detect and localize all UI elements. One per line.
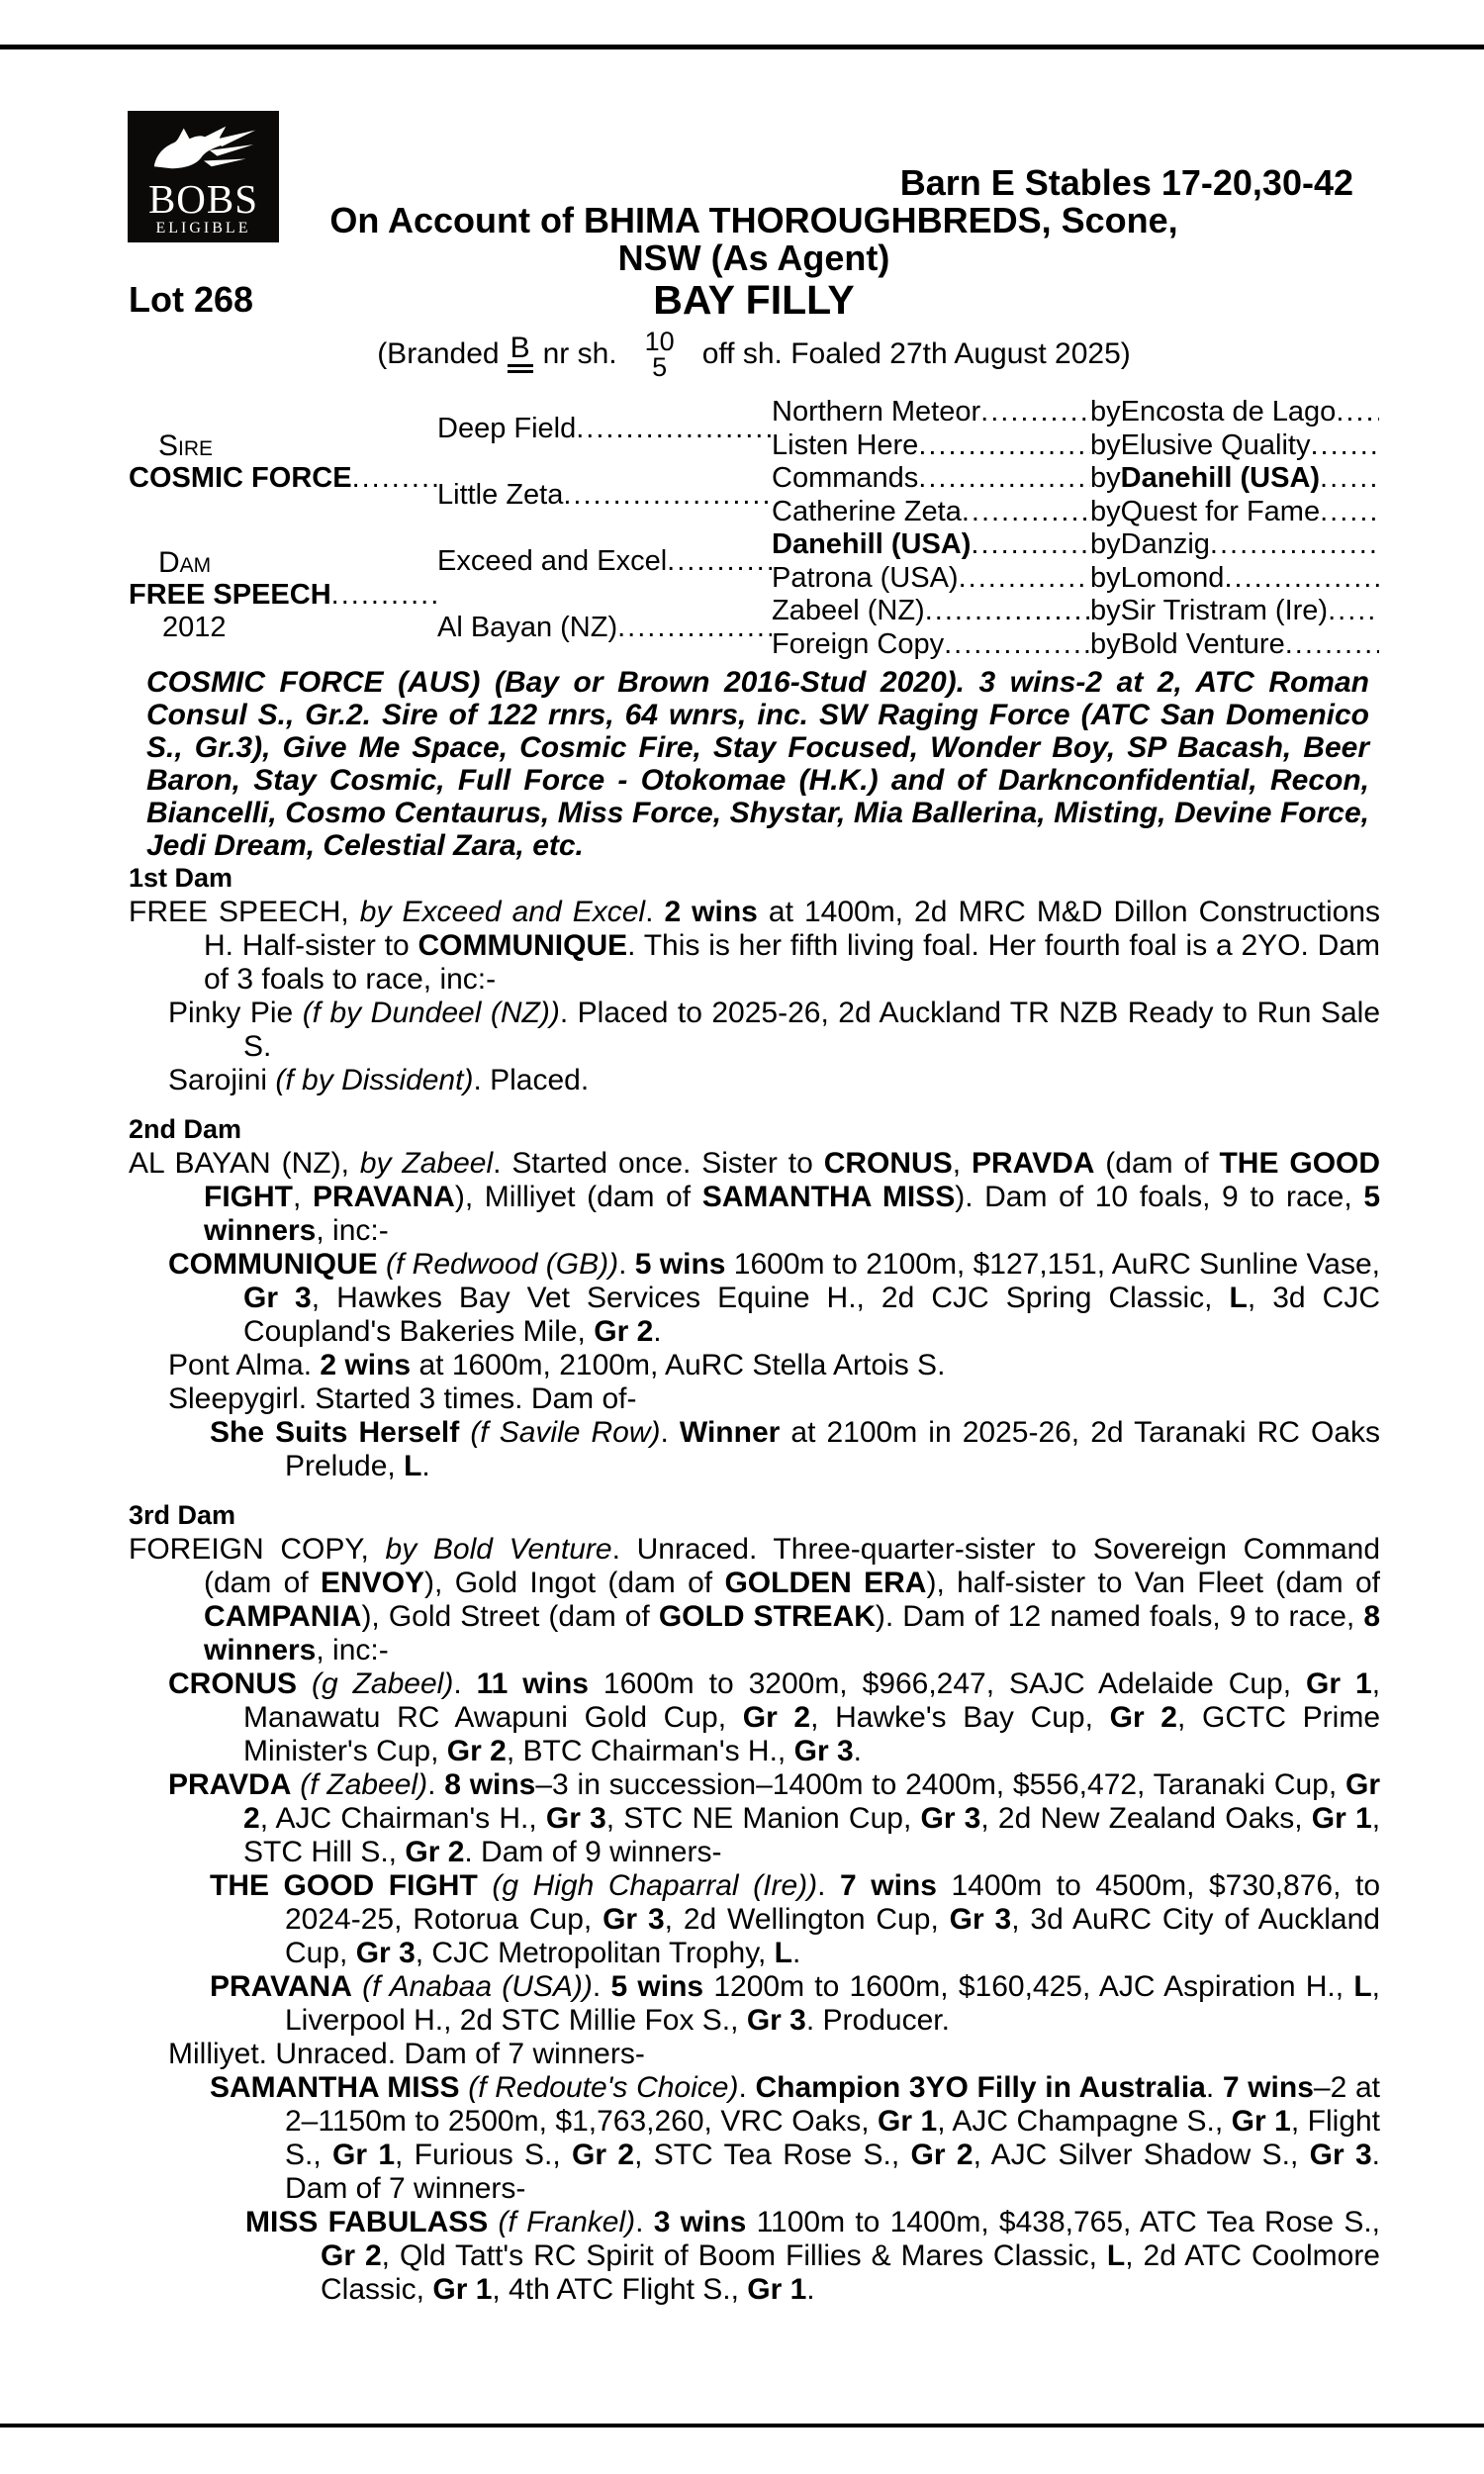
text-run: CAMPANIA xyxy=(204,1600,362,1633)
dot-leader xyxy=(352,462,437,495)
dam-paragraph xyxy=(168,1667,1380,1768)
text-run: . xyxy=(806,2273,815,2306)
dam-group xyxy=(129,528,437,661)
grandparent-name xyxy=(437,462,772,528)
dam-name xyxy=(129,579,437,612)
horse-name: Elusive Quality xyxy=(1120,428,1311,461)
great-grandparent-name xyxy=(772,562,1090,596)
text-run: 5 wins xyxy=(634,1248,726,1281)
text-run: COMMUNIQUE xyxy=(417,929,628,962)
great-grandparent-name xyxy=(772,528,1090,562)
text-run: Gr 2 xyxy=(405,1836,465,1868)
text-run xyxy=(488,2206,498,2238)
text-run: CRONUS xyxy=(168,1667,298,1700)
text-run: 8 wins xyxy=(444,1768,536,1801)
text-run: . xyxy=(660,1416,680,1449)
dam-paragraph xyxy=(210,1970,1380,2038)
brand-number-top: 10 xyxy=(644,327,675,356)
dam-label: Dam xyxy=(158,545,212,579)
text-run: 1200m to 1600m, $160,425, AJC Aspiration H., xyxy=(703,1970,1354,2003)
text-run: Gr 3 xyxy=(243,1282,312,1314)
by-prefix: by xyxy=(1090,595,1121,627)
text-run: Gr 1 xyxy=(1231,2105,1291,2138)
brand-pre-text: (Branded xyxy=(377,337,500,370)
text-run: , Hawkes Bay Vet Services Equine H., 2d CJC Spring Classic, xyxy=(311,1282,1230,1314)
horse-name: Sir Tristram (Ire) xyxy=(1120,595,1329,627)
text-run: , xyxy=(952,1147,972,1180)
dot-leader xyxy=(1285,628,1379,661)
text-run: , Liverpool H., 2d STC Millie Fox S., xyxy=(285,1970,1380,2037)
dam-paragraph xyxy=(129,1533,1380,1667)
text-run: , Furious S., xyxy=(395,2139,573,2171)
top-rule xyxy=(0,45,1484,49)
text-run: Gr 2 xyxy=(910,2139,974,2171)
horse-name: Catherine Zeta xyxy=(772,495,962,527)
text-run: Gr 3 xyxy=(920,1802,981,1835)
text-run: 11 wins xyxy=(476,1667,589,1700)
text-run: AL BAYAN (NZ), xyxy=(129,1147,360,1180)
by-prefix: by xyxy=(1090,561,1121,594)
text-run: Gr 2 xyxy=(446,1735,507,1767)
text-run: . Placed. xyxy=(473,1064,590,1096)
text-run: 1600m to 2100m, $127,151, AuRC Sunline Vase, xyxy=(725,1248,1381,1281)
text-run: (f by Dundeel (NZ)) xyxy=(302,997,560,1029)
by-prefix: by xyxy=(1090,396,1121,428)
dam-paragraph xyxy=(210,2071,1380,2206)
text-run: , STC Tea Rose S., xyxy=(634,2139,911,2171)
dot-leader xyxy=(962,496,1090,528)
text-run xyxy=(378,1248,386,1281)
text-run: 1400m to 4500m, $730,876, to 2024-25, Rotorua Cup, xyxy=(285,1869,1381,1936)
text-run: Gr 2 xyxy=(1109,1701,1177,1734)
bottom-rule xyxy=(0,2424,1484,2427)
text-run: Gr 3 xyxy=(545,1802,606,1835)
dam-section-heading: 3rd Dam xyxy=(129,1500,236,1530)
lot-row xyxy=(129,277,1379,323)
text-run: Gr 3 xyxy=(603,1903,665,1936)
text-run: at 2100m in 2025-26, 2d Taranaki RC Oaks Prelude, xyxy=(285,1416,1381,1482)
text-run: L xyxy=(774,1937,792,1969)
horse-name: FREE SPEECH xyxy=(129,578,331,611)
great-grandparent-sire xyxy=(1090,429,1379,463)
great-grandparent-sire xyxy=(1090,528,1379,562)
horse-name: Patrona (USA) xyxy=(772,561,959,594)
grandparent-name xyxy=(437,595,772,661)
horse-name: Foreign Copy xyxy=(772,627,945,660)
text-run: by Zabeel xyxy=(359,1147,494,1180)
by-prefix: by xyxy=(1090,462,1121,495)
text-run: , inc:- xyxy=(316,1214,389,1247)
text-run: Gr 1 xyxy=(1311,1802,1372,1835)
dam-paragraph xyxy=(129,1147,1380,1248)
text-run: PRAVDA xyxy=(168,1768,292,1801)
text-run: THE GOOD FIGHT xyxy=(204,1147,1381,1213)
horse-name: Bold Venture xyxy=(1120,627,1285,660)
text-run: at 1600m, 2100m, AuRC Stella Artois S. xyxy=(411,1349,946,1381)
text-run: 7 wins xyxy=(840,1869,937,1902)
text-run: Gr 3 xyxy=(355,1937,416,1969)
text-run: . xyxy=(427,1768,445,1801)
text-run: ENVOY xyxy=(321,1567,425,1599)
text-run: L xyxy=(1106,2239,1126,2272)
text-run: ). Dam of 10 foals, 9 to race, xyxy=(955,1181,1364,1213)
text-run: L xyxy=(1229,1282,1248,1314)
logo-word: BOBS xyxy=(147,176,259,222)
text-run: , CJC Metropolitan Trophy, xyxy=(415,1937,775,1969)
horse-name: Danzig xyxy=(1120,528,1210,561)
sire-summary-paragraph xyxy=(146,666,1369,862)
horse-name: COSMIC FORCE xyxy=(129,462,352,494)
dam-paragraph xyxy=(168,1064,1380,1097)
text-run: . xyxy=(738,2071,756,2104)
text-run: , AJC Silver Shadow S., xyxy=(973,2139,1310,2171)
text-run: ), Gold Ingot (dam of xyxy=(424,1567,725,1599)
grandparent-name xyxy=(437,528,772,595)
text-run: . Dam of 9 winners- xyxy=(464,1836,722,1868)
text-run: 7 wins xyxy=(1222,2071,1314,2104)
consignor-line-1: On Account of BHIMA THOROUGHBREDS, Scone, xyxy=(329,200,1178,240)
text-run: 3 wins xyxy=(653,2206,747,2238)
dot-leader xyxy=(944,628,1090,661)
text-run: Sarojini xyxy=(168,1064,276,1096)
text-run: , 4th ATC Flight S., xyxy=(492,2273,748,2306)
text-run: . xyxy=(618,1248,635,1281)
text-run: 1100m to 1400m, $438,765, ATC Tea Rose S., xyxy=(746,2206,1381,2238)
text-run: (f Zabeel) xyxy=(300,1768,428,1801)
text-run: Sleepygirl. Started 3 times. Dam of- xyxy=(168,1382,637,1415)
text-run: , 2d ATC Coolmore Classic, xyxy=(321,2239,1380,2306)
text-run xyxy=(352,1970,362,2003)
text-run: Gr 2 xyxy=(742,1701,811,1734)
text-run: . Unraced. Three-quarter-sister to Sovereign Command (dam of xyxy=(204,1533,1381,1599)
text-run: . xyxy=(1205,2071,1223,2104)
horse-name: Danehill (USA) xyxy=(772,528,972,561)
dam-sections xyxy=(129,863,1380,2307)
text-run: Gr 1 xyxy=(332,2139,396,2171)
dam-paragraph xyxy=(168,1768,1380,1869)
dot-leader xyxy=(1328,595,1379,627)
text-run: , Hawke's Bay Cup, xyxy=(810,1701,1110,1734)
great-grandparent-name xyxy=(772,429,1090,463)
text-run: Gr 3 xyxy=(1309,2139,1372,2171)
text-run: ). Dam of 12 named foals, 9 to race, xyxy=(875,1600,1364,1633)
text-run: 2 wins xyxy=(664,896,758,928)
dam-paragraph xyxy=(168,997,1380,1064)
logo-tagline: ELIGIBLE xyxy=(155,220,251,237)
horse-name: Al Bayan (NZ) xyxy=(437,612,618,643)
text-run: L xyxy=(404,1450,422,1482)
text-run: Gr 2 xyxy=(243,1768,1380,1835)
text-run xyxy=(478,1869,493,1902)
text-run: –2 at 2–1150m to 2500m, $1,763,260, VRC Oaks, xyxy=(285,2071,1380,2138)
dam-paragraph xyxy=(168,1248,1380,1349)
text-run: SAMANTHA MISS xyxy=(210,2071,460,2104)
brand-line xyxy=(129,329,1379,380)
dot-leader xyxy=(980,396,1090,428)
sire-group xyxy=(129,396,437,528)
text-run: ), Milliyet (dam of xyxy=(454,1181,702,1213)
text-run: PRAVDA xyxy=(971,1147,1095,1180)
text-run: SAMANTHA MISS xyxy=(701,1181,956,1213)
text-run: Gr 1 xyxy=(1306,1667,1372,1700)
dam-section-heading: 1st Dam xyxy=(129,863,233,893)
text-run: . Dam of 7 winners- xyxy=(285,2139,1380,2205)
text-run: GOLDEN ERA xyxy=(724,1567,927,1599)
dot-leader xyxy=(1210,528,1379,561)
text-run: . xyxy=(635,2206,654,2238)
text-run: . Placed to 2025-26, 2d Auckland TR NZB Ready to Run Sale S. xyxy=(243,997,1381,1063)
by-prefix: by xyxy=(1090,627,1121,660)
text-run: (f Redoute's Choice) xyxy=(468,2071,739,2104)
horse-name: Zabeel (NZ) xyxy=(772,595,925,627)
brand-underline-1 xyxy=(508,364,533,367)
text-run: (g Zabeel) xyxy=(311,1667,454,1700)
brand-symbol xyxy=(508,332,533,373)
grandparent-name xyxy=(437,396,772,462)
sire-label: Sire xyxy=(158,429,214,462)
text-run: Gr 1 xyxy=(747,2273,807,2306)
great-grandparent-sire xyxy=(1090,462,1379,496)
dam-paragraph xyxy=(168,2038,1380,2071)
dot-leader xyxy=(918,462,1090,495)
text-run: L xyxy=(1353,1970,1372,2003)
text-run: , AJC Chairman's H., xyxy=(259,1802,546,1835)
text-run: FOREIGN COPY, xyxy=(129,1533,386,1566)
text-run: . This is her fifth living foal. Her fourth foal is a 2YO. Dam of 3 foals to race, inc:- xyxy=(204,929,1381,996)
dam-paragraph xyxy=(245,2206,1380,2307)
header xyxy=(129,164,1379,380)
horse-name: Lomond xyxy=(1120,561,1225,594)
dot-leader xyxy=(1310,429,1379,462)
text-run xyxy=(297,1667,312,1700)
dam-foaling-year: 2012 xyxy=(162,611,227,643)
text-run: Winner xyxy=(679,1416,781,1449)
text-run: , BTC Chairman's H., xyxy=(506,1735,794,1767)
text-run: Gr 1 xyxy=(432,2273,493,2306)
sire-name xyxy=(129,462,437,495)
text-run: (dam of xyxy=(1094,1147,1220,1180)
by-prefix: by xyxy=(1090,495,1121,527)
text-run: 2 wins xyxy=(320,1349,412,1381)
consignor-line-2: NSW (As Agent) xyxy=(617,238,890,278)
great-grandparent-sire xyxy=(1090,396,1379,429)
dot-leader xyxy=(1336,396,1379,428)
text-run: at 1400m, 2d MRC M&D Dillon Constructions H. Half-sister to xyxy=(204,896,1380,962)
horse-name: Listen Here xyxy=(772,428,919,461)
text-run: –3 in succession–1400m to 2400m, $556,472, Taranaki Cup, xyxy=(535,1768,1345,1801)
text-run: by Bold Venture xyxy=(385,1533,612,1566)
text-run xyxy=(460,2071,469,2104)
text-run: GOLD STREAK xyxy=(658,1600,876,1633)
great-grandparent-name xyxy=(772,628,1090,662)
text-run: by Exceed and Excel xyxy=(359,896,646,928)
text-run: Pont Alma. xyxy=(168,1349,321,1381)
pedigree-table xyxy=(129,396,1379,661)
great-grandparent-name xyxy=(772,595,1090,628)
brand-near-shoulder-text: nr sh. xyxy=(542,337,617,370)
dot-leader xyxy=(617,612,772,644)
dam-paragraph xyxy=(210,1416,1380,1483)
great-grandparent-name xyxy=(772,396,1090,429)
text-run: MISS FABULASS xyxy=(245,2206,489,2238)
text-run: , Manawatu RC Awapuni Gold Cup, xyxy=(243,1667,1381,1734)
dot-leader xyxy=(667,545,772,578)
dot-leader xyxy=(918,429,1090,462)
dot-leader xyxy=(1320,496,1379,528)
text-run: Milliyet. Unraced. Dam of 7 winners- xyxy=(168,2038,645,2070)
text-run: Gr 2 xyxy=(594,1315,654,1348)
horse-description: BAY FILLY xyxy=(653,277,855,323)
text-run: PRAVANA xyxy=(210,1970,352,2003)
text-run: THE GOOD FIGHT xyxy=(210,1869,478,1902)
text-run: 5 wins xyxy=(610,1970,704,2003)
text-run: , 3d AuRC City of Auckland Cup, xyxy=(285,1903,1380,1969)
text-run: 5 winners xyxy=(204,1181,1380,1247)
text-run: Gr 3 xyxy=(793,1735,854,1767)
text-run: , STC Hill S., xyxy=(243,1802,1381,1868)
dot-leader xyxy=(1320,462,1379,495)
text-run: . xyxy=(592,1970,611,2003)
text-run: ), Gold Street (dam of xyxy=(361,1600,659,1633)
brand-foaled-text: off sh. Foaled 27th August 2025) xyxy=(701,337,1131,370)
text-run: . xyxy=(817,1869,841,1902)
text-run: , AJC Champagne S., xyxy=(937,2105,1232,2138)
text-run: . xyxy=(453,1667,477,1700)
text-run: , 2d New Zealand Oaks, xyxy=(980,1802,1312,1835)
text-run: Gr 2 xyxy=(572,2139,635,2171)
dot-leader xyxy=(576,413,772,445)
dot-leader xyxy=(971,528,1090,561)
text-run: (f Savile Row) xyxy=(470,1416,661,1449)
great-grandparent-name xyxy=(772,496,1090,529)
dot-leader xyxy=(331,579,437,612)
text-run: ), half-sister to Van Fleet (dam of xyxy=(926,1567,1380,1599)
brand-underline-2 xyxy=(508,370,533,373)
text-run: (f by Dissident) xyxy=(275,1064,474,1096)
dot-leader xyxy=(959,562,1090,595)
barn-location: Barn E Stables 17-20,30-42 xyxy=(899,162,1353,203)
dot-leader xyxy=(925,595,1090,627)
lot-number: Lot 268 xyxy=(129,279,254,320)
great-grandparent-sire xyxy=(1090,562,1379,596)
text-run xyxy=(291,1768,300,1801)
text-run: , Qld Tatt's RC Spirit of Boom Fillies & Mares Classic, xyxy=(381,2239,1107,2272)
text-run: She Suits Herself xyxy=(210,1416,460,1449)
text-run: . xyxy=(653,1315,662,1348)
horse-name: Northern Meteor xyxy=(772,396,981,428)
text-run: Pinky Pie xyxy=(168,997,303,1029)
text-run: (f Frankel) xyxy=(498,2206,636,2238)
text-run: FREE SPEECH, xyxy=(129,896,360,928)
text-run: , 3d CJC Coupland's Bakeries Mile, xyxy=(243,1282,1380,1348)
great-grandparent-sire xyxy=(1090,628,1379,662)
text-run: 1600m to 3200m, $966,247, SAJC Adelaide Cup, xyxy=(588,1667,1307,1700)
text-run: Champion 3YO Filly in Australia xyxy=(755,2071,1206,2104)
brand-letter: B xyxy=(510,332,530,364)
great-grandparent-sire xyxy=(1090,595,1379,628)
text-run: Gr 2 xyxy=(321,2239,382,2272)
text-run: , inc:- xyxy=(316,1634,389,1666)
text-run: . Started once. Sister to xyxy=(493,1147,824,1180)
horse-name: Danehill (USA) xyxy=(1120,462,1321,495)
text-run: COSMIC FORCE (AUS) (Bay or Brown 2016-Stud 2020). 3 wins-2 at 2, ATC Roman Consul S., Gr.2. Sire of 122 rnrs, 64 wnrs, inc. SW Raging Force (ATC San Domenico S., Gr.3), Give Me Space, Cosmic Fire, Stay Focused, Wonder Boy, SP Bacash, Beer Baron, Stay Cosmic, Full Force - Otokomae (H.K.) and of Darknconfidential, Recon, Biancelli, Cosmo Centaurus, Miss Force, Shystar, Mia Ballerina, Misting, Devine Force, Jedi Dream, Celestial Zara, etc. xyxy=(146,666,1369,862)
dot-leader xyxy=(563,479,772,512)
text-run: , Flight S., xyxy=(285,2105,1381,2171)
text-run: Gr 3 xyxy=(746,2004,806,2037)
text-run: CRONUS xyxy=(823,1147,953,1180)
dam-paragraph xyxy=(129,896,1380,997)
horse-name: Quest for Fame xyxy=(1120,495,1321,527)
text-run: , STC NE Manion Cup, xyxy=(605,1802,921,1835)
great-grandparent-sire xyxy=(1090,496,1379,529)
brand-number-stack xyxy=(645,329,675,380)
text-run: . xyxy=(645,896,665,928)
dam-paragraph xyxy=(168,1349,1380,1382)
text-run: Gr 1 xyxy=(878,2105,938,2138)
text-run: . Producer. xyxy=(805,2004,950,2037)
horse-name: Little Zeta xyxy=(437,479,564,511)
text-run: Gr 3 xyxy=(949,1903,1012,1936)
dam-section-heading: 2nd Dam xyxy=(129,1114,242,1144)
great-grandparent-name xyxy=(772,462,1090,496)
text-run: , xyxy=(293,1181,313,1213)
text-run: . xyxy=(792,1937,801,1969)
text-run: COMMUNIQUE xyxy=(168,1248,378,1281)
text-run: PRAVANA xyxy=(312,1181,455,1213)
text-run: . xyxy=(853,1735,862,1767)
horse-name: Deep Field xyxy=(437,413,577,444)
by-prefix: by xyxy=(1090,528,1121,561)
text-run: (f Redwood (GB)) xyxy=(386,1248,619,1281)
dam-paragraph xyxy=(168,1382,1380,1416)
text-run: , GCTC Prime Minister's Cup, xyxy=(243,1701,1381,1767)
text-run: (g High Chaparral (Ire)) xyxy=(492,1869,818,1902)
horse-name: Commands xyxy=(772,462,919,495)
text-run: (f Anabaa (USA)) xyxy=(362,1970,593,2003)
text-run: 8 winners xyxy=(204,1600,1380,1666)
text-run: . xyxy=(421,1450,430,1482)
dam-paragraph xyxy=(210,1869,1380,1970)
horse-name: Encosta de Lago xyxy=(1120,396,1337,428)
text-run: , 2d Wellington Cup, xyxy=(664,1903,950,1936)
by-prefix: by xyxy=(1090,428,1121,461)
text-run xyxy=(459,1416,470,1449)
brand-number-bottom: 5 xyxy=(652,352,668,382)
dot-leader xyxy=(1224,562,1379,595)
horse-name: Exceed and Excel xyxy=(437,545,668,577)
